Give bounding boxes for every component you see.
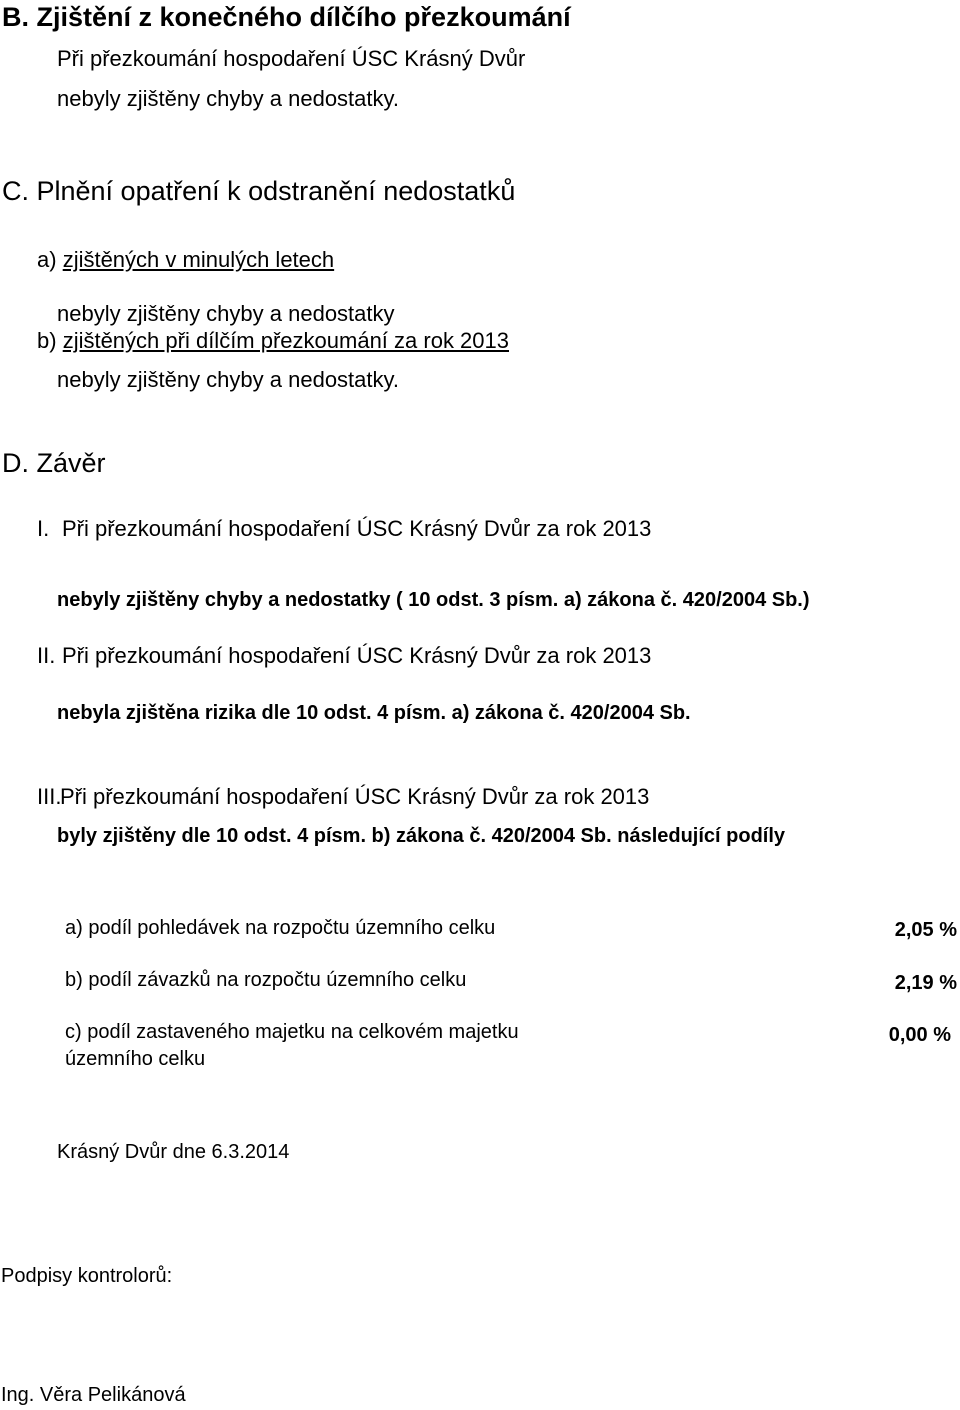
section-c-item-a xyxy=(37,249,334,271)
section-c-item-b-result: nebyly zjištěny chyby a nedostatky. xyxy=(57,367,399,392)
share-a-value: 2,05 % xyxy=(894,919,957,941)
section-c-item-a-prefix: a) xyxy=(37,247,63,272)
share-c-label-line1: c) podíl zastaveného majetku na celkovém majetku xyxy=(65,1021,519,1043)
share-a-label: a) podíl pohledávek na rozpočtu územního celku xyxy=(65,917,496,939)
section-d-heading: D. Závěr xyxy=(2,448,106,478)
signer-name: Ing. Věra Pelikánová xyxy=(1,1384,186,1406)
section-b-line1: Při přezkoumání hospodaření ÚSC Krásný Dvůr xyxy=(57,46,526,71)
conclusion-iii-result: byly zjištěny dle 10 odst. 4 písm. b) zákona č. 420/2004 Sb. následující podíly xyxy=(57,825,786,847)
conclusion-i-numeral: I. xyxy=(37,516,50,541)
conclusion-i-result: nebyly zjištěny chyby a nedostatky ( 10 odst. 3 písm. a) zákona č. 420/2004 Sb.) xyxy=(57,589,810,611)
conclusion-ii-text: Při přezkoumání hospodaření ÚSC Krásný Dvůr za rok 2013 xyxy=(62,643,652,668)
conclusion-ii-result: nebyla zjištěna rizika dle 10 odst. 4 písm. a) zákona č. 420/2004 Sb. xyxy=(57,702,691,724)
share-c-value: 0,00 % xyxy=(888,1024,951,1046)
place-date: Krásný Dvůr dne 6.3.2014 xyxy=(57,1141,290,1163)
section-c-item-b-label: zjištěných při dílčím přezkoumání za rok 2013 xyxy=(62,328,509,353)
section-c-item-b xyxy=(37,330,509,352)
conclusion-ii-numeral: II. xyxy=(37,643,56,668)
share-c-label-line2: územního celku xyxy=(65,1048,206,1070)
conclusion-iii-text: Při přezkoumání hospodaření ÚSC Krásný Dvůr za rok 2013 xyxy=(60,784,650,809)
share-b-value: 2,19 % xyxy=(894,972,957,994)
section-c-heading: C. Plnění opatření k odstranění nedostatků xyxy=(2,176,516,206)
section-c-item-a-label: zjištěných v minulých letech xyxy=(62,247,335,272)
conclusion-i-text: Při přezkoumání hospodaření ÚSC Krásný Dvůr za rok 2013 xyxy=(62,516,652,541)
signatures-label: Podpisy kontrolorů: xyxy=(1,1265,173,1287)
section-c-item-b-prefix: b) xyxy=(37,328,63,353)
share-b-label: b) podíl závazků na rozpočtu územního celku xyxy=(65,969,467,991)
section-b-heading: B. Zjištění z konečného dílčího přezkoumání xyxy=(2,2,571,32)
conclusion-iii-numeral: III. xyxy=(37,784,62,809)
section-b-line2: nebyly zjištěny chyby a nedostatky. xyxy=(57,86,399,111)
section-c-item-a-result: nebyly zjištěny chyby a nedostatky xyxy=(57,301,395,326)
